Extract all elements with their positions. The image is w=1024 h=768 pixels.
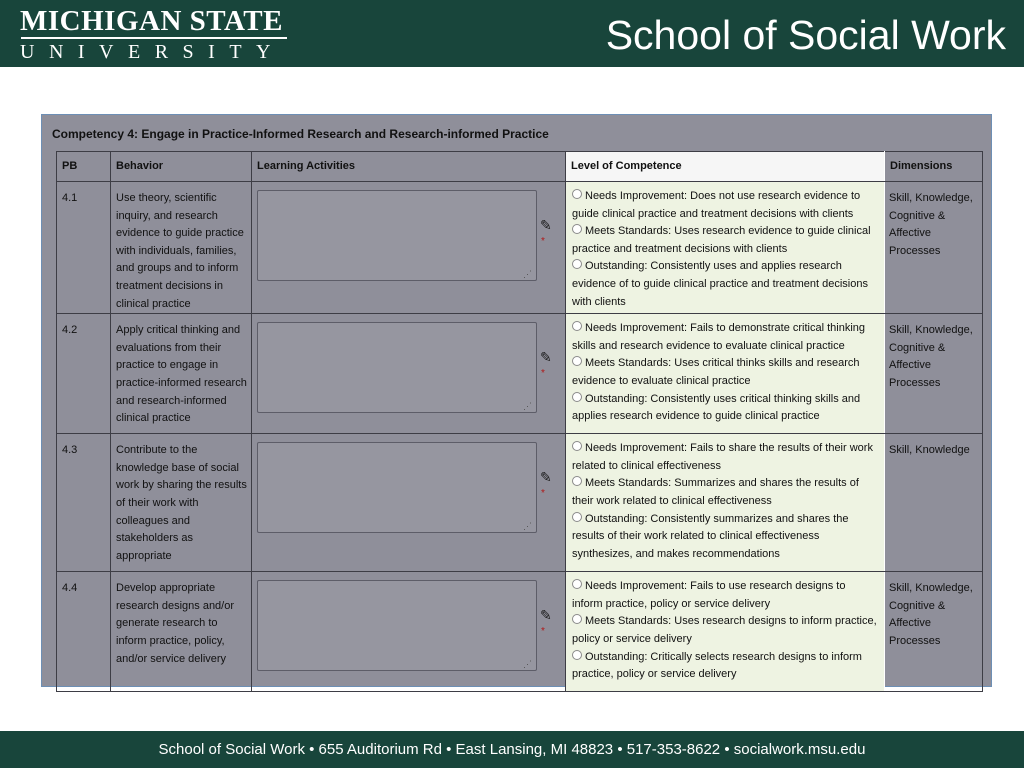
column-header-pb: PB xyxy=(57,152,111,182)
column-header-behavior: Behavior xyxy=(111,152,252,182)
radio-button[interactable] xyxy=(572,512,582,522)
column-header-level-of-competence: Level of Competence xyxy=(566,152,885,182)
behavior-text: Contribute to the knowledge base of social work by sharing the results of their work with colleagues and stakeholders as appropriate xyxy=(111,434,252,572)
resize-grip-icon[interactable]: ⋰ xyxy=(523,521,532,532)
logo-rule xyxy=(21,37,287,39)
dimensions-text: Skill, Knowledge, Cognitive & Affective Processes xyxy=(885,572,983,692)
university-logo-line1: MICHIGAN STATE xyxy=(20,5,283,37)
radio-button[interactable] xyxy=(572,259,582,269)
resize-grip-icon[interactable]: ⋰ xyxy=(523,401,532,412)
required-marker: * xyxy=(541,626,545,638)
pencil-icon[interactable]: ✎ xyxy=(540,607,552,624)
radio-option-meets-standards[interactable]: Meets Standards: Uses research designs to inform practice, policy or service delivery xyxy=(572,615,877,645)
radio-option-outstanding[interactable]: Outstanding: Consistently uses and applies research evidence of to guide clinical practice and treatment decisions with clients xyxy=(572,260,868,308)
radio-option-outstanding[interactable]: Outstanding: Consistently summarizes and shares the results of their work related to clinical effectiveness synthesizes, and makes recommendations xyxy=(572,512,849,560)
column-header-dimensions: Dimensions xyxy=(885,152,983,182)
radio-option-meets-standards[interactable]: Meets Standards: Summarizes and shares the results of their work related to clinical effectiveness xyxy=(572,477,859,507)
learning-activities-cell xyxy=(252,182,566,314)
radio-option-needs-improvement[interactable]: Needs Improvement: Fails to share the results of their work related to clinical effectiveness xyxy=(572,442,873,472)
radio-option-needs-improvement[interactable]: Needs Improvement: Does not use research evidence to guide clinical practice and treatment decisions with clients xyxy=(572,190,861,220)
dimensions-text: Skill, Knowledge xyxy=(885,434,983,572)
pencil-icon[interactable]: ✎ xyxy=(540,217,552,233)
level-of-competence-cell xyxy=(566,314,885,434)
radio-button[interactable] xyxy=(572,392,582,402)
msu-header-banner xyxy=(0,0,1024,67)
radio-option-needs-improvement[interactable]: Needs Improvement: Fails to use research designs to inform practice, policy or service delivery xyxy=(572,580,846,610)
table-row xyxy=(57,434,983,572)
radio-option-outstanding[interactable]: Outstanding: Consistently uses critical thinking skills and applies research evidence to guide clinical practice xyxy=(572,392,861,423)
table-header-row xyxy=(57,152,983,182)
radio-option-meets-standards[interactable]: Meets Standards: Uses critical thinks skills and research evidence to evaluate clinical practice xyxy=(572,357,860,387)
radio-button[interactable] xyxy=(572,356,582,366)
level-of-competence-cell xyxy=(566,434,885,572)
resize-grip-icon[interactable]: ⋰ xyxy=(523,659,532,670)
university-logo-line2: UNIVERSITY xyxy=(20,41,285,63)
required-marker: * xyxy=(541,488,545,500)
pb-number: 4.3 xyxy=(57,434,111,572)
learning-activities-textarea[interactable] xyxy=(257,442,537,533)
competency-table xyxy=(56,151,983,692)
radio-button[interactable] xyxy=(572,614,582,624)
learning-activities-textarea[interactable] xyxy=(257,190,537,281)
radio-button[interactable] xyxy=(572,476,582,486)
footer-contact-bar: School of Social Work • 655 Auditorium Rd • East Lansing, MI 48823 • 517-353-8622 • socialwork.msu.edu xyxy=(0,731,1024,768)
pencil-icon[interactable]: ✎ xyxy=(540,469,552,486)
level-of-competence-cell xyxy=(566,572,885,692)
learning-activities-textarea[interactable] xyxy=(257,580,537,671)
learning-activities-cell xyxy=(252,572,566,692)
table-row xyxy=(57,314,983,434)
dimensions-text: Skill, Knowledge, Cognitive & Affective Processes xyxy=(885,314,983,434)
radio-button[interactable] xyxy=(572,650,582,660)
radio-option-needs-improvement[interactable]: Needs Improvement: Fails to demonstrate critical thinking skills and research evidence to evaluate clinical practice xyxy=(572,322,866,352)
radio-button[interactable] xyxy=(572,321,582,331)
radio-button[interactable] xyxy=(572,441,582,451)
pencil-icon[interactable]: ✎ xyxy=(540,349,552,366)
resize-grip-icon[interactable]: ⋰ xyxy=(523,269,532,279)
behavior-text: Develop appropriate research designs and/or generate research to inform practice, policy, and/or service delivery xyxy=(111,572,252,692)
learning-activities-cell xyxy=(252,314,566,434)
school-title: School of Social Work xyxy=(605,12,1006,58)
required-marker: * xyxy=(541,368,545,380)
table-row xyxy=(57,572,983,692)
radio-option-meets-standards[interactable]: Meets Standards: Uses research evidence to guide clinical practice and treatment decisions with clients xyxy=(572,225,871,255)
pb-number: 4.1 xyxy=(57,182,111,314)
radio-button[interactable] xyxy=(572,579,582,589)
behavior-text: Apply critical thinking and evaluations from their practice to engage in practice-informed research and research-informed clinical practice xyxy=(111,314,252,434)
required-marker: * xyxy=(541,236,545,247)
pb-number: 4.2 xyxy=(57,314,111,434)
dimensions-text: Skill, Knowledge, Cognitive & Affective Processes xyxy=(885,182,983,314)
learning-activities-cell xyxy=(252,434,566,572)
column-header-learning-activities: Learning Activities xyxy=(252,152,566,182)
radio-button[interactable] xyxy=(572,224,582,234)
evaluation-form-panel xyxy=(41,114,992,687)
behavior-text: Use theory, scientific inquiry, and research evidence to guide practice with individuals, families, and groups and to inform treatment decisions in clinical practice xyxy=(111,182,252,314)
radio-button[interactable] xyxy=(572,189,582,199)
level-of-competence-cell xyxy=(566,182,885,314)
radio-option-outstanding[interactable]: Outstanding: Critically selects research designs to inform practice, policy or service delivery xyxy=(572,650,862,681)
pb-number: 4.4 xyxy=(57,572,111,692)
table-row xyxy=(57,182,983,314)
learning-activities-textarea[interactable] xyxy=(257,322,537,413)
competency-title: Competency 4: Engage in Practice-Informed Research and Research-informed Practice xyxy=(52,127,549,141)
